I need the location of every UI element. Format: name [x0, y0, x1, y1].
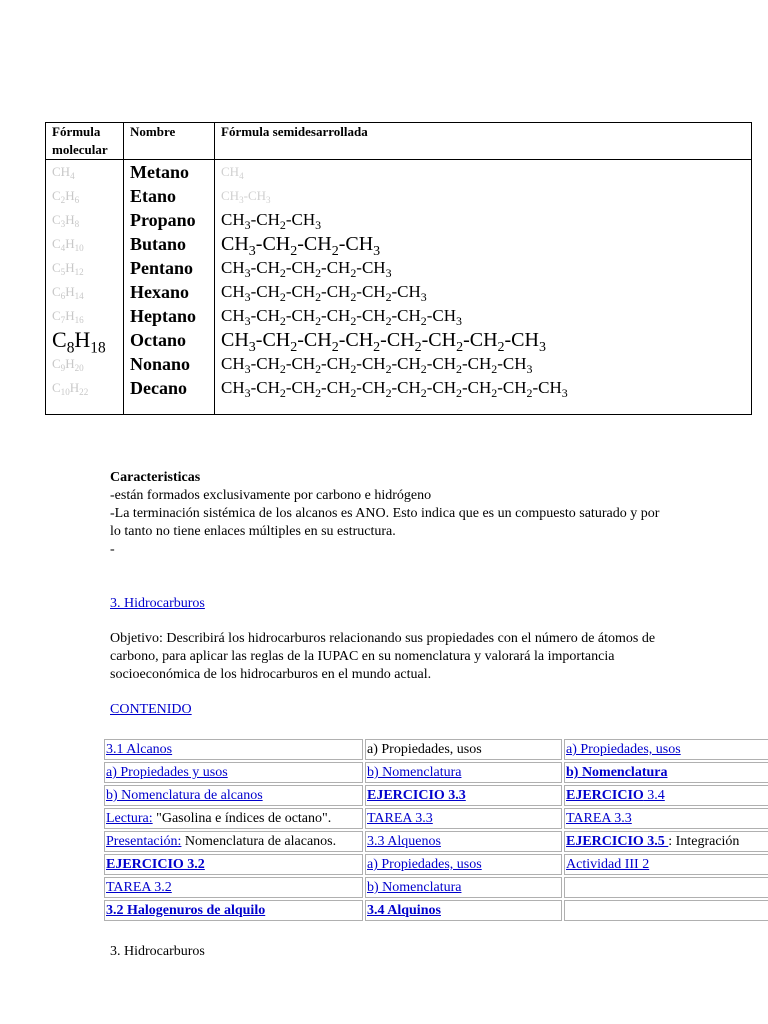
content-link[interactable]: 3.4 Alquinos: [367, 903, 441, 918]
header-molecular: Fórmula molecular: [46, 123, 124, 160]
content-link[interactable]: TAREA 3.2: [106, 880, 172, 895]
contenido-link[interactable]: CONTENIDO: [110, 702, 192, 717]
content-link[interactable]: 3.3 Alquenos: [367, 834, 441, 849]
content-link[interactable]: b) Nomenclatura de alcanos: [106, 788, 263, 803]
content-link[interactable]: EJERCICIO 3.3: [367, 788, 466, 803]
alkane-table-body: [46, 160, 752, 415]
alkane-name: Heptano: [130, 306, 197, 326]
header-semi: Fórmula semidesarrollada: [215, 123, 752, 160]
content-text: Nomenclatura de alacanos.: [181, 834, 337, 849]
content-link[interactable]: Presentación:: [106, 834, 182, 849]
semi-formula: $CH_4$: [221, 164, 244, 182]
alkane-name: Nonano: [130, 354, 191, 374]
semi-formula: $CH_3-CH_2-CH_2-CH_2-CH_2-CH_2-CH_2-CH_3$: [221, 329, 546, 355]
content-link[interactable]: a) Propiedades, usos: [367, 857, 482, 872]
semi-formula: $CH_3-CH_2-CH_2-CH_3$: [221, 233, 381, 259]
content-row: [104, 831, 768, 852]
hidrocarburos-link[interactable]: 3. Hidrocarburos: [110, 596, 205, 611]
characteristics-section: [110, 469, 670, 559]
content-link[interactable]: b) Nomenclatura: [566, 765, 668, 780]
content-cell: [104, 900, 363, 921]
content-link[interactable]: a) Propiedades y usos: [106, 765, 228, 780]
molecular-formula: $C_5H_{12}$: [52, 260, 84, 278]
molecular-formula: $C_2H_6$: [52, 188, 80, 206]
content-text: a) Propiedades, usos: [367, 742, 482, 757]
content-cell: [365, 785, 562, 806]
molecular-formula: $C_8H_{18}$: [52, 327, 106, 357]
characteristics-line-2: -La terminación sistémica de los alcanos es ANO. Esto indica que es un compuesto saturado y por lo tanto no tiene enlaces múltiples en su estructura.: [110, 506, 660, 539]
content-cell: [104, 739, 363, 760]
semi-formula: $CH_3-CH_2-CH_2-CH_2-CH_2-CH_2-CH_2-CH_2-CH_2-CH_3$: [221, 378, 568, 401]
alkane-table: [45, 122, 752, 415]
content-link[interactable]: b) Nomenclatura: [367, 880, 462, 895]
alkane-name: Propano: [130, 210, 196, 230]
content-cell: [564, 854, 768, 875]
content-row: [104, 900, 768, 921]
content-cell: [104, 762, 363, 783]
alkane-name: Octano: [130, 330, 186, 350]
content-cell: [365, 900, 562, 921]
molecular-formula: $CH_4$: [52, 164, 75, 182]
alkane-table-header: [46, 123, 752, 160]
content-link[interactable]: EJERCICIO: [566, 788, 644, 803]
content-link[interactable]: 3.1 Alcanos: [106, 742, 173, 757]
content-table: [102, 737, 768, 923]
content-cell: [564, 877, 768, 898]
content-link[interactable]: a) Propiedades, usos: [566, 742, 681, 757]
alkane-name: Metano: [130, 162, 189, 182]
content-cell: [104, 808, 363, 829]
semi-formula: $CH_3-CH_3$: [221, 188, 271, 206]
content-cell: [564, 762, 768, 783]
semi-formula: $CH_3-CH_2-CH_3$: [221, 210, 322, 233]
content-cell: [104, 854, 363, 875]
content-link[interactable]: EJERCICIO 3.5: [566, 834, 669, 849]
content-link[interactable]: 3.4: [643, 788, 665, 803]
content-row: [104, 808, 768, 829]
name-column: [124, 160, 215, 415]
content-cell: [365, 831, 562, 852]
molecular-formula: $C_{10}H_{22}$: [52, 380, 89, 398]
content-cell: [564, 785, 768, 806]
alkane-name: Hexano: [130, 282, 190, 302]
content-cell: [564, 808, 768, 829]
characteristics-line-1: -están formados exclusivamente por carbono e hidrógeno: [110, 488, 432, 503]
content-cell: [365, 877, 562, 898]
content-link[interactable]: b) Nomenclatura: [367, 765, 462, 780]
content-cell: [365, 762, 562, 783]
content-link[interactable]: EJERCICIO 3.2: [106, 857, 205, 872]
alkane-name: Butano: [130, 234, 187, 254]
content-text: : Integración: [668, 834, 740, 849]
content-row: [104, 854, 768, 875]
semi-column: [215, 160, 752, 415]
footer-text: 3. Hidrocarburos: [110, 944, 205, 959]
semi-formula: $CH_3-CH_2-CH_2-CH_2-CH_3$: [221, 258, 392, 281]
content-cell: [104, 831, 363, 852]
content-cell: [104, 877, 363, 898]
content-link[interactable]: 3.2 Halogenuros de alquilo: [106, 903, 266, 918]
content-cell: [365, 739, 562, 760]
alkane-name: Decano: [130, 378, 187, 398]
semi-formula: $CH_3-CH_2-CH_2-CH_2-CH_2-CH_3$: [221, 282, 427, 305]
header-name: Nombre: [124, 123, 215, 160]
content-link[interactable]: TAREA 3.3: [367, 811, 433, 826]
molecular-formula: $C_9H_{20}$: [52, 356, 84, 374]
semi-formula: $CH_3-CH_2-CH_2-CH_2-CH_2-CH_2-CH_3$: [221, 306, 462, 329]
molecular-formula: $C_6H_{14}$: [52, 284, 84, 302]
content-row: [104, 739, 768, 760]
molecular-formula: $C_7H_{16}$: [52, 308, 84, 326]
semi-formula: $CH_3-CH_2-CH_2-CH_2-CH_2-CH_2-CH_2-CH_2-CH_3$: [221, 354, 533, 377]
content-cell: [564, 739, 768, 760]
content-cell: [104, 785, 363, 806]
molecular-formula: $C_3H_8$: [52, 212, 80, 230]
content-cell: [564, 900, 768, 921]
molecular-column: [46, 160, 124, 415]
content-cell: [365, 808, 562, 829]
alkane-name: Pentano: [130, 258, 193, 278]
content-row: [104, 762, 768, 783]
content-cell: [365, 854, 562, 875]
content-row: [104, 877, 768, 898]
characteristics-title: Caracteristicas: [110, 470, 201, 485]
content-text: "Gasolina e índices de octano".: [152, 811, 332, 826]
alkane-name: Etano: [130, 186, 177, 206]
characteristics-line-3: -: [110, 542, 115, 557]
content-link[interactable]: Lectura:: [106, 811, 153, 826]
objective-text: Objetivo: Describirá los hidrocarburos relacionando sus propiedades con el número de átomos de carbono, para aplicar las reglas de la IUPAC en su nomenclatura y valorará la importancia socioeconómica de los hidrocarburos en el mundo actual.: [110, 631, 656, 682]
content-link[interactable]: Actividad III 2: [566, 857, 650, 872]
molecular-formula: $C_4H_{10}$: [52, 236, 84, 254]
content-cell: [564, 831, 768, 852]
content-link[interactable]: TAREA 3.3: [566, 811, 632, 826]
content-row: [104, 785, 768, 806]
